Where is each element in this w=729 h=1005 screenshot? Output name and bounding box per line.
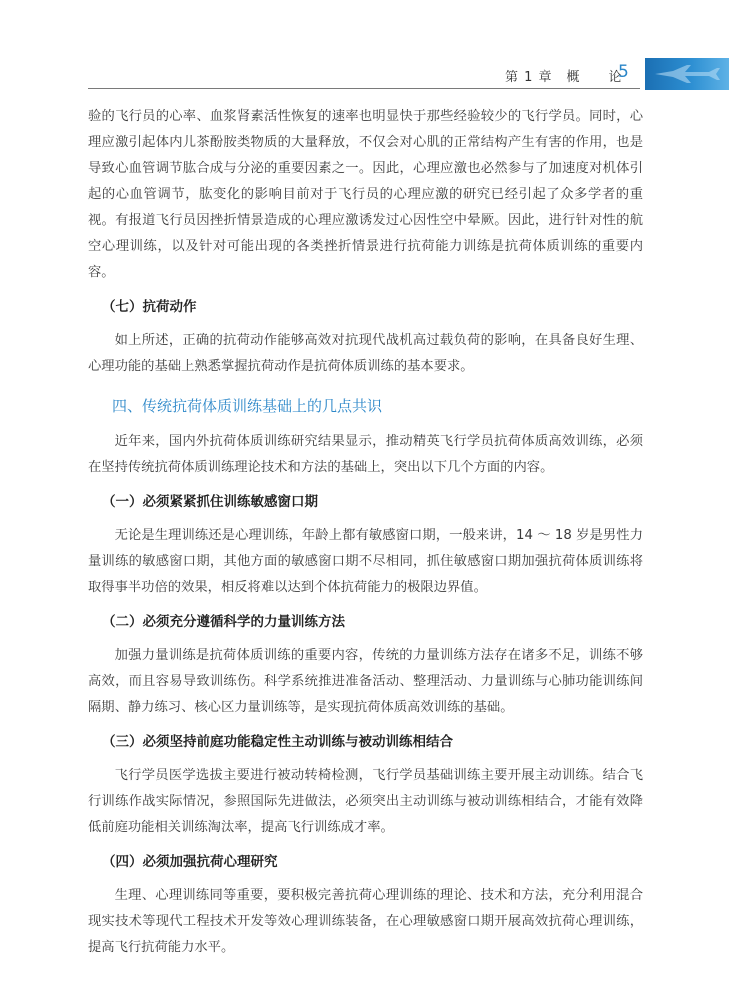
- jet-icon: [653, 62, 723, 86]
- paragraph-1: 验的飞行员的心率、血浆肾素活性恢复的速率也明显快于那些经验较少的飞行学员。同时，心理应激引起体内儿茶酚胺类物质的大量释放，不仅会对心肌的正常结构产生有害的作用，也是导致心血管调节肱合成与分泌的重要因素之一。因此，心理应激也必然参与了加速度对机体引起的心血管调节，肱变化的影响目前对于飞行员的心理应激的研究已经引起了众多学者的重视。有报道飞行员因挫折情景造成的心理应激诱发过心因性空中晕厥。因此，进行针对性的航空心理训练，以及针对可能出现的各类挫折情景进行抗荷能力训练是抗荷体质训练的重要内容。: [88, 109, 643, 280]
- header-rule: [88, 88, 640, 89]
- paragraph-2: 如上所述，正确的抗荷动作能够高效对抗现代战机高过载负荷的影响，在具备良好生理、心理功能的基础上熟悉掌握抗荷动作是抗荷体质训练的基本要求。: [88, 333, 643, 374]
- subheading-2: （二）必须充分遵循科学的力量训练方法: [102, 614, 345, 630]
- header-banner: [645, 58, 729, 90]
- subheading-3: （三）必须坚持前庭功能稳定性主动训练与被动训练相结合: [102, 734, 453, 750]
- page-number: 5: [618, 62, 629, 82]
- section-heading-4: 四、传统抗荷体质训练基础上的几点共识: [112, 397, 383, 415]
- subheading-1: （一）必须紧紧抓住训练敏感窗口期: [102, 494, 318, 510]
- paragraph-6: 飞行学员医学选拔主要进行被动转椅检测，飞行学员基础训练主要开展主动训练。结合飞行训练作战实际情况，参照国际先进做法，必须突出主动训练与被动训练相结合，才能有效降低前庭功能相关训练淘汰率，提高飞行训练成才率。: [88, 768, 643, 835]
- page-header: [0, 0, 729, 100]
- paragraph-7: 生理、心理训练同等重要，要积极完善抗荷心理训练的理论、技术和方法，充分利用混合现实技术等现代工程技术开发等效心理训练装备，在心理敏感窗口期开展高效抗荷心理训练，提高飞行抗荷能力水平。: [88, 888, 643, 955]
- chapter-title: 第 1 章 概 论: [505, 70, 623, 85]
- subheading-4: （四）必须加强抗荷心理研究: [102, 854, 278, 870]
- paragraph-3: 近年来，国内外抗荷体质训练研究结果显示，推动精英飞行学员抗荷体质高效训练，必须在坚持传统抗荷体质训练理论技术和方法的基础上，突出以下几个方面的内容。: [88, 434, 643, 475]
- subheading-7: （七）抗荷动作: [102, 299, 197, 315]
- main-text: [88, 104, 643, 961]
- paragraph-4: 无论是生理训练还是心理训练，年龄上都有敏感窗口期，一般来讲，14 ～ 18 岁是男性力量训练的敏感窗口期，其他方面的敏感窗口期不尽相同，抓住敏感窗口期加强抗荷体质训练将取得事半功倍的效果，相反将难以达到个体抗荷能力的极限边界值。: [88, 528, 643, 595]
- paragraph-5: 加强力量训练是抗荷体质训练的重要内容，传统的力量训练方法存在诸多不足，训练不够高效，而且容易导致训练伤。科学系统推进准备活动、整理活动、力量训练与心肺功能训练间隔期、静力练习、核心区力量训练等，是实现抗荷体质高效训练的基础。: [88, 648, 643, 715]
